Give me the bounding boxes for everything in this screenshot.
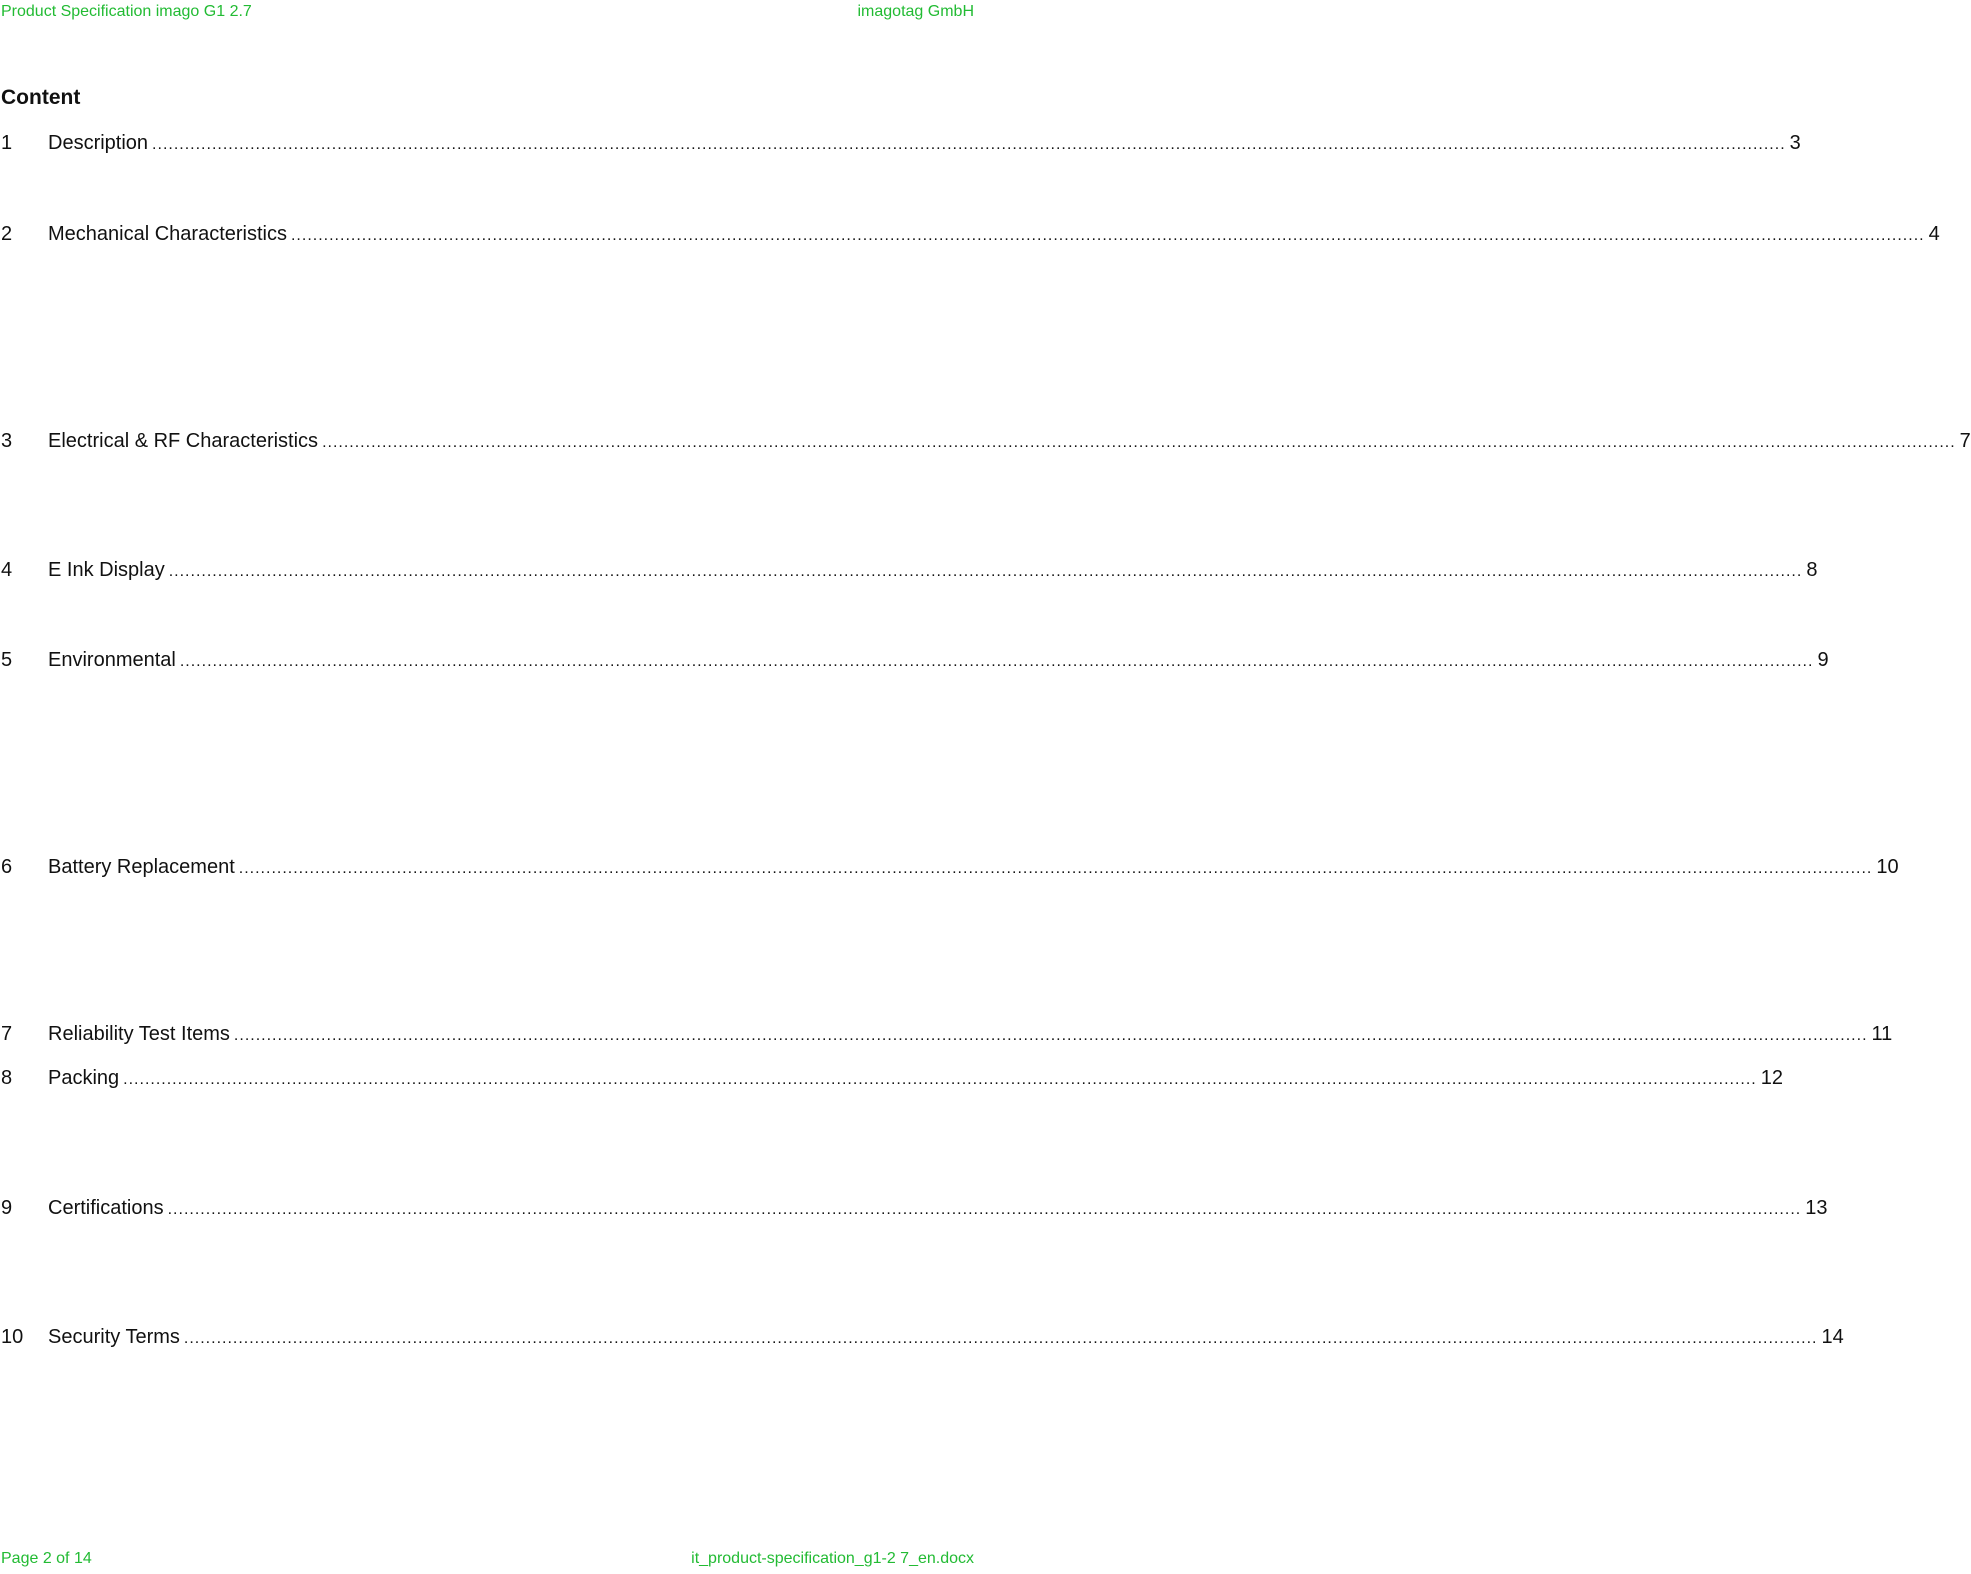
toc-entry-reliability[interactable] (1, 1019, 1893, 1049)
toc-entry-packing[interactable] (1, 1063, 1783, 1093)
toc-entry-environmental[interactable] (1, 645, 1829, 675)
toc-label: Environmental (48, 649, 176, 671)
toc-number: 7 (1, 1023, 13, 1045)
toc-number: 10 (1, 1326, 24, 1348)
toc-page: 11 (1871, 1023, 1893, 1045)
toc-label: Packing (48, 1067, 120, 1089)
toc-label: Electrical & RF Characteristics (48, 430, 319, 452)
toc-entry-certifications[interactable] (1, 1193, 1828, 1223)
header-company: imagotag GmbH (857, 3, 974, 20)
page-footer (1, 1548, 974, 1570)
toc-label: Reliability Test Items (48, 1023, 230, 1045)
toc-page: 14 (1821, 1326, 1844, 1348)
toc-leader: ............................................................................................................................................................................................................................................................................................................ (152, 136, 1786, 153)
toc-leader: ............................................................................................................................................................................................................................................................................................................ (290, 227, 1925, 244)
toc-leader: ............................................................................................................................................................................................................................................................................................................ (238, 860, 1873, 877)
toc-leader: ............................................................................................................................................................................................................................................................................................................ (179, 653, 1814, 670)
toc-label: Certifications (48, 1197, 164, 1219)
toc-number: 4 (1, 559, 13, 581)
toc-number: 1 (1, 132, 13, 154)
toc-page: 7 (1959, 430, 1971, 452)
toc-number: 8 (1, 1067, 13, 1089)
toc-entry-mechanical[interactable] (1, 219, 1940, 249)
toc-entry-battery[interactable] (1, 852, 1899, 882)
toc-leader: ............................................................................................................................................................................................................................................................................................................ (168, 563, 1803, 580)
toc-number: 9 (1, 1197, 13, 1219)
toc-page: 8 (1806, 559, 1818, 581)
header-doc-title: Product Specification imago G1 2.7 (1, 3, 252, 20)
page-header (1, 0, 974, 24)
footer-filename: it_product-specification_g1-2 7_en.docx (691, 1550, 974, 1567)
toc-leader: ............................................................................................................................................................................................................................................................................................................ (167, 1201, 1802, 1218)
toc-title: Content (1, 86, 81, 109)
toc-entry-display[interactable] (1, 555, 1818, 585)
toc-entry-security[interactable] (1, 1322, 1844, 1352)
toc-number: 6 (1, 856, 13, 878)
toc-label: Mechanical Characteristics (48, 223, 287, 245)
toc-number: 2 (1, 223, 13, 245)
toc-label: E Ink Display (48, 559, 165, 581)
toc-page: 3 (1789, 132, 1801, 154)
toc-number: 5 (1, 649, 13, 671)
toc-page: 9 (1817, 649, 1829, 671)
toc-entry-electrical[interactable] (1, 426, 1971, 456)
toc-leader: ............................................................................................................................................................................................................................................................................................................ (233, 1027, 1868, 1044)
toc-entry-description[interactable] (1, 128, 1801, 158)
toc-page: 13 (1805, 1197, 1828, 1219)
toc-page: 4 (1928, 223, 1940, 245)
toc-label: Security Terms (48, 1326, 180, 1348)
toc-page: 10 (1876, 856, 1899, 878)
toc-leader: ............................................................................................................................................................................................................................................................................................................ (322, 434, 1956, 451)
toc-leader: ............................................................................................................................................................................................................................................................................................................ (183, 1330, 1818, 1347)
toc-number: 3 (1, 430, 13, 452)
toc-label: Description (48, 132, 149, 154)
toc-label: Battery Replacement (48, 856, 235, 878)
footer-page-number: Page 2 of 14 (1, 1550, 92, 1567)
toc-page: 12 (1760, 1067, 1783, 1089)
toc-leader: ............................................................................................................................................................................................................................................................................................................ (123, 1071, 1757, 1088)
